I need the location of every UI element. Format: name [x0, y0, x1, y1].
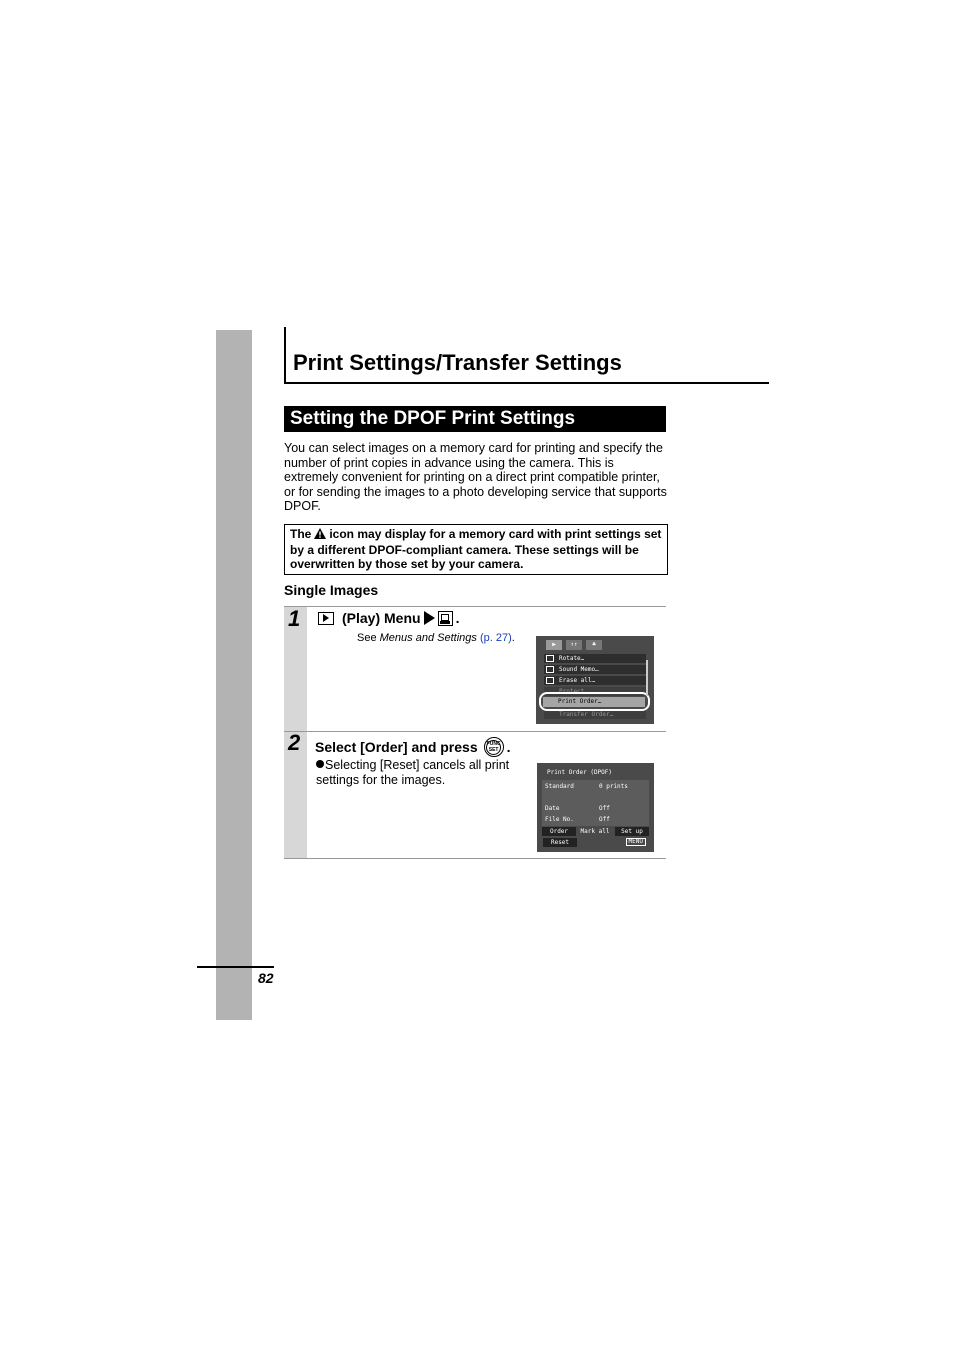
- page-number: 82: [258, 970, 274, 986]
- step-1-top-rule: [284, 606, 666, 607]
- step-2-period: .: [506, 739, 511, 755]
- step-2-number: 2: [288, 730, 301, 755]
- setting-line: File No. Off: [545, 816, 610, 823]
- set-up-button: Set up: [615, 827, 649, 836]
- step-2-instruction: [315, 737, 511, 757]
- notice-text-start: The: [290, 527, 312, 541]
- tool-icon: ↑↑: [566, 640, 582, 650]
- bullet-icon: [316, 760, 324, 768]
- play-menu-screen: [536, 636, 654, 724]
- selected-menu-row: Print Order…: [543, 697, 645, 707]
- arrow-right-icon: [424, 611, 435, 625]
- page-number-rule: [197, 966, 274, 968]
- screen-header: Print Order (DPOF): [547, 769, 613, 776]
- mark-all-button: Mark all: [580, 828, 610, 835]
- menu-row: Transfer Order…: [544, 710, 646, 719]
- menu-row: Sound Memo…: [544, 665, 646, 674]
- step-2-text: Select [Order] and press: [315, 739, 478, 755]
- erase-icon: [546, 677, 554, 684]
- step-1-number: 1: [288, 606, 301, 631]
- title-rule-vertical: [284, 327, 286, 384]
- step-1-instruction: [318, 610, 459, 626]
- intro-paragraph: You can select images on a memory card for printing and specify the number of print copies in advance using the camera. This is extremely convenient for printing on a direct print compatible printer, or for sending the images to a photo developing service that supports DPOF.: [284, 441, 667, 513]
- warning-icon: [314, 528, 326, 543]
- menu-row: Erase all…: [544, 676, 646, 685]
- selection-highlight: [539, 692, 650, 711]
- func-set-button-icon: FUNC SET: [484, 737, 504, 757]
- reset-button: Reset: [543, 838, 577, 847]
- menu-button-icon: MENU: [626, 838, 646, 846]
- see-title: Menus and Settings: [379, 632, 477, 644]
- print-order-screen: [537, 763, 654, 852]
- rotate-icon: [546, 655, 554, 662]
- subheading: Single Images: [284, 582, 379, 598]
- step-1-period: .: [455, 610, 460, 626]
- chapter-side-tab: [216, 330, 252, 1020]
- microphone-icon: [546, 666, 554, 673]
- setting-line: Standard 0 prints: [545, 783, 628, 790]
- step-2-top-rule: [284, 731, 666, 732]
- scrollbar: [646, 660, 648, 696]
- print-order-icon: [438, 611, 453, 626]
- steps-bottom-rule: [284, 858, 666, 859]
- menu-row: Rotate…: [544, 654, 646, 663]
- setting-line: Date Off: [545, 805, 610, 812]
- play-mode-icon: [318, 612, 334, 625]
- step-2-bullet: Selecting [Reset] cancels all print settings for the images.: [316, 758, 510, 787]
- play-icon: ▶: [546, 640, 562, 650]
- see-prefix: See: [357, 632, 377, 644]
- notice-text-end: icon may display for a memory card with print settings set by a different DPOF-compliant camera. These settings will be overwritten by those set by your camera.: [290, 527, 662, 572]
- menu-row: Protect…: [544, 687, 646, 696]
- title-rule-horizontal: [284, 382, 769, 384]
- settings-icon: ♣: [586, 640, 602, 650]
- screen-tabs: [546, 640, 602, 650]
- notice-box: [284, 524, 668, 575]
- order-button: Order: [542, 827, 576, 836]
- page-title: Print Settings/Transfer Settings: [293, 350, 622, 375]
- page-link[interactable]: (p. 27): [479, 632, 512, 644]
- see-reference: [357, 632, 515, 644]
- step-1-text: (Play) Menu: [342, 610, 421, 626]
- see-suffix: .: [511, 632, 515, 644]
- section-heading: Setting the DPOF Print Settings: [284, 406, 666, 432]
